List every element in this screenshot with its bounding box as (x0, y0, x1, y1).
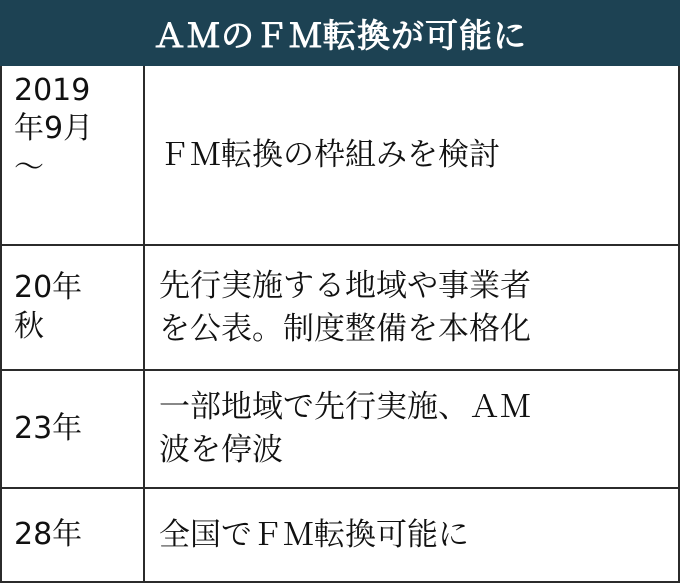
row-description-line: を公表。制度整備を本格化 (159, 310, 531, 347)
row-date-cell (2, 66, 145, 244)
table-row (2, 371, 678, 489)
row-date-cell (2, 489, 145, 581)
table-row (2, 489, 678, 581)
row-date-line: 28年 (14, 516, 83, 552)
row-description-cell (145, 489, 678, 581)
row-date-cell (2, 246, 145, 369)
row-description-cell (145, 66, 678, 244)
row-description-cell (145, 371, 678, 487)
row-description-line: 全国でＦＭ転換可能に (159, 516, 469, 553)
row-date-line: 年9月 (14, 111, 94, 147)
row-description-line: 波を停波 (159, 432, 283, 468)
figure-title-bar (0, 0, 680, 66)
row-description-cell (145, 246, 678, 369)
row-date-line: 〜 (14, 149, 44, 185)
table-row (2, 246, 678, 371)
row-date-line: 20年 (14, 270, 83, 306)
row-date-line: 秋 (14, 308, 44, 344)
row-date-cell (2, 371, 145, 487)
figure-title: ＡＭのＦＭ転換が可能に (153, 15, 527, 55)
row-description-line: 一部地域で先行実施、ＡＭ (159, 389, 531, 426)
figure-table-body (0, 66, 680, 583)
row-date-line: 23年 (14, 410, 83, 446)
row-description-line: ＦＭ転換の枠組みを検討 (159, 136, 500, 173)
row-description-line: 先行実施する地域や事業者 (159, 267, 531, 304)
table-row (2, 66, 678, 246)
row-date-line: 2019 (14, 73, 91, 108)
